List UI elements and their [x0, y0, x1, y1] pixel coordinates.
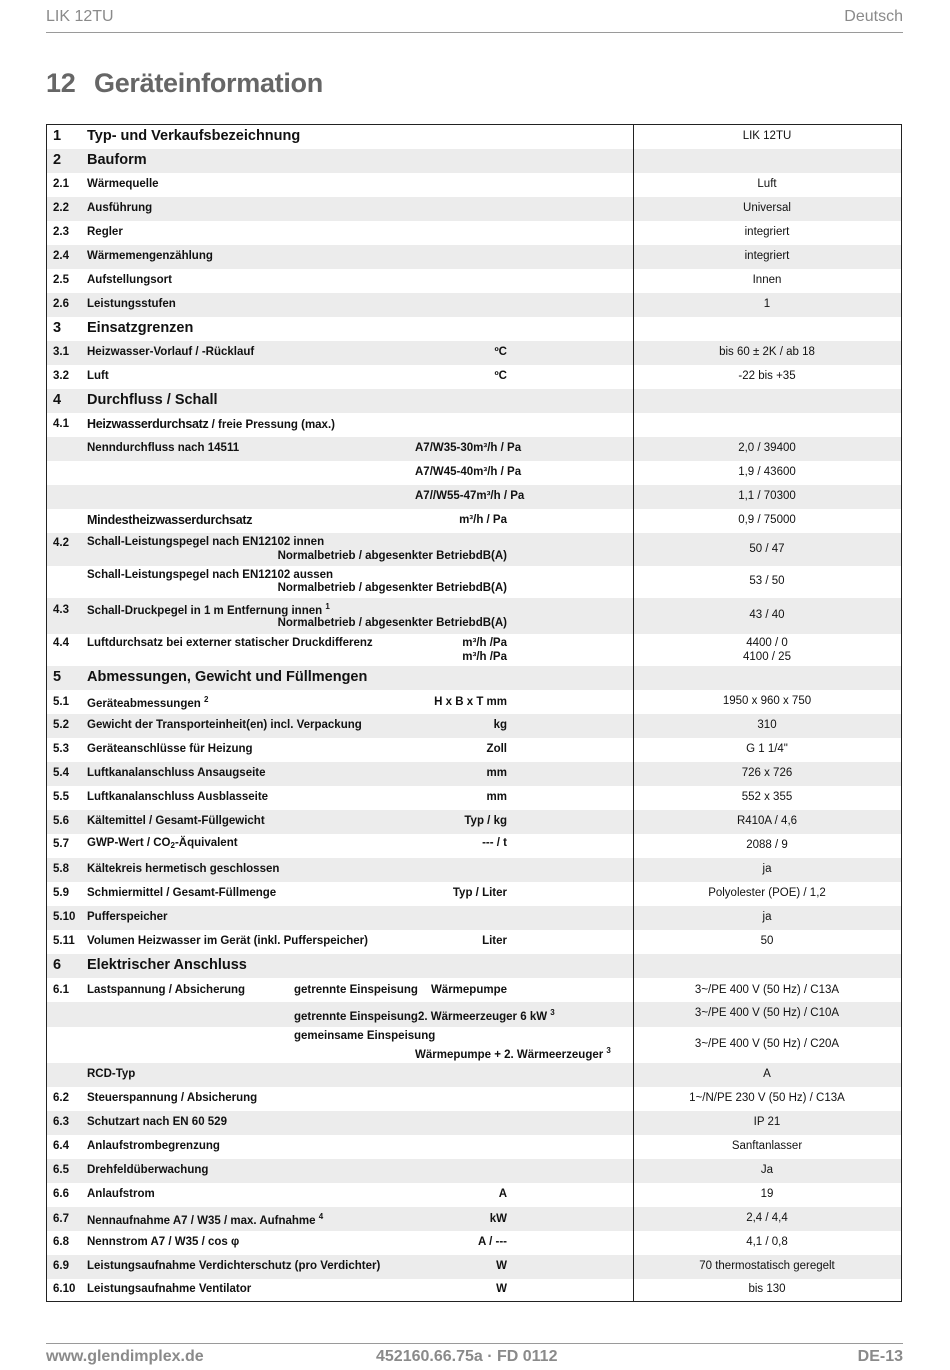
- table-row: Nenndurchfluss nach 14511 A7/W35-30m³/h / Pa 2,0 / 39400: [47, 437, 901, 461]
- table-row: 2.6 Leistungsstufen 1: [47, 293, 901, 317]
- table-row: 5.3 Geräteanschlüsse für Heizung Zoll G 1 1/4": [53, 743, 788, 755]
- table-row: 2.1 Wärmequelle Luft: [53, 178, 777, 190]
- table-row: 6.2 Steuerspannung / Absicherung 1~/N/PE 230 V (50 Hz) / C13A: [53, 1092, 845, 1104]
- table-row: 5 Abmessungen, Gewicht und Füllmengen: [47, 666, 901, 690]
- table-row: 5.8 Kältekreis hermetisch geschlossen ja: [47, 858, 901, 882]
- table-row: gemeinsame Einspeisung Wärmepumpe + 2. Wärmeerzeuger $^3$ 3~/PE 400 V (50 Hz) / C20A: [294, 1030, 840, 1061]
- table-row: 6.4 Anlaufstrombegrenzung Sanftanlasser: [53, 1140, 803, 1152]
- footer-page-number: DE-13: [857, 1348, 903, 1365]
- header-language: Deutsch: [844, 8, 903, 25]
- table-row: RCD-Typ A: [47, 1063, 901, 1087]
- table-row: 4.4 Luftdurchsatz bei externer statischer Druckdifferenz m³/h /Pa m³/h /Pa 4400 / 0 4100 / 25: [53, 637, 791, 663]
- table-row: 6.6 Anlaufstrom A 19: [53, 1188, 774, 1200]
- section-title: Geräteinformation: [94, 68, 323, 98]
- table-row: 5.4 Luftkanalanschluss Ansaugseite mm 726 x 726: [47, 762, 901, 786]
- table-row: 6.10 Leistungsaufnahme Ventilator W bis 130: [53, 1283, 786, 1295]
- table-row: 5.1 Geräteabmessungen $^2$ H x B x T mm 1950 x 960 x 750: [53, 695, 812, 710]
- page-title: [46, 68, 323, 99]
- header-model: LIK 12TU: [46, 8, 114, 25]
- table-row: 5.10 Pufferspeicher ja: [47, 906, 901, 930]
- table-row: 4.1 Heizwasserdurchsatz / freie Pressung (max.): [53, 417, 335, 431]
- table-row: 2 Bauform: [47, 149, 901, 173]
- footer-document-number: 452160.66.75a · FD 0112: [376, 1348, 558, 1365]
- footer-divider: [46, 1343, 903, 1344]
- device-info-table: [46, 124, 902, 1302]
- header-divider: [46, 32, 903, 33]
- table-row: 4.3 Schall-Druckpegel in 1 m Entfernung innen $^1$ Normalbetrieb / abgesenkter BetriebdB(A) 43 / 40: [47, 598, 901, 634]
- table-row: 6.1 Lastspannung / Absicherung getrennte Einspeisung Wärmepumpe 3~/PE 400 V (50 Hz) / C13A: [53, 984, 840, 996]
- table-row: 5.2 Gewicht der Transporteinheit(en) incl. Verpackung kg 310: [47, 714, 901, 738]
- table-row: 6.3 Schutzart nach EN 60 529 IP 21: [47, 1111, 901, 1135]
- table-row: 6.8 Nennstrom A7 / W35 / cos φ A / --- 4,1 / 0,8: [53, 1236, 788, 1248]
- table-row: A7//W55-47m³/h / Pa 1,1 / 70300: [47, 485, 901, 509]
- table-row: 6.7 Nennaufnahme A7 / W35 / max. Aufnahme $^4$ kW 2,4 / 4,4: [47, 1207, 901, 1231]
- table-row: 5.9 Schmiermittel / Gesamt-Füllmenge Typ / Liter Polyolester (POE) / 1,2: [53, 887, 826, 899]
- table-row: 3.2 Luft ºC -22 bis +35: [53, 370, 796, 382]
- table-row: Mindestheizwasserdurchsatz m³/h / Pa 0,9 / 75000: [87, 513, 796, 527]
- table-row: 6.9 Leistungsaufnahme Verdichterschutz (pro Verdichter) W 70 thermostatisch geregelt: [47, 1255, 901, 1279]
- table-row: 3.1 Heizwasser-Vorlauf / -Rücklauf ºC bis 60 ± 2K / ab 18: [47, 341, 901, 365]
- table-row: 5.11 Volumen Heizwasser im Gerät (inkl. Pufferspeicher) Liter 50: [53, 935, 774, 947]
- table-row: 2.5 Aufstellungsort Innen: [53, 274, 782, 286]
- table-row: Schall-Leistungspegel nach EN12102 aussen Normalbetrieb / abgesenkter BetriebdB(A) 53 / 50: [87, 569, 785, 594]
- table-row: 2.2 Ausführung Universal: [47, 197, 901, 221]
- table-row: 3 Einsatzgrenzen: [53, 320, 194, 336]
- table-row: 5.7 GWP-Wert / $CO_2$-Äquivalent --- / t 2088 / 9: [53, 837, 788, 851]
- footer-website: www.glendimplex.de: [46, 1348, 204, 1365]
- table-row: 5.6 Kältemittel / Gesamt-Füllgewicht Typ / kg R410A / 4,6: [47, 810, 901, 834]
- table-row: 6 Elektrischer Anschluss: [47, 954, 901, 978]
- table-row: 1 Typ- und Verkaufsbezeichnung LIK 12TU: [53, 128, 792, 144]
- table-row: 4.2 Schall-Leistungspegel nach EN12102 innen Normalbetrieb / abgesenkter BetriebdB(A) 50 / 47: [47, 533, 901, 566]
- section-number: 12: [46, 68, 76, 98]
- table-row: A7/W45-40m³/h / Pa 1,9 / 43600: [415, 466, 796, 478]
- table-row: 2.3 Regler integriert: [53, 226, 790, 238]
- column-divider: [633, 125, 634, 1301]
- table-row: 6.5 Drehfeldüberwachung Ja: [47, 1159, 901, 1183]
- table-row: 4 Durchfluss / Schall: [47, 389, 901, 413]
- table-row: 2.4 Wärmemengenzählung integriert: [47, 245, 901, 269]
- table-row: getrennte Einspeisung2. Wärmeerzeuger 6 kW $^3$ 3~/PE 400 V (50 Hz) / C10A: [47, 1002, 901, 1027]
- table-row: 5.5 Luftkanalanschluss Ausblasseite mm 552 x 355: [53, 791, 793, 803]
